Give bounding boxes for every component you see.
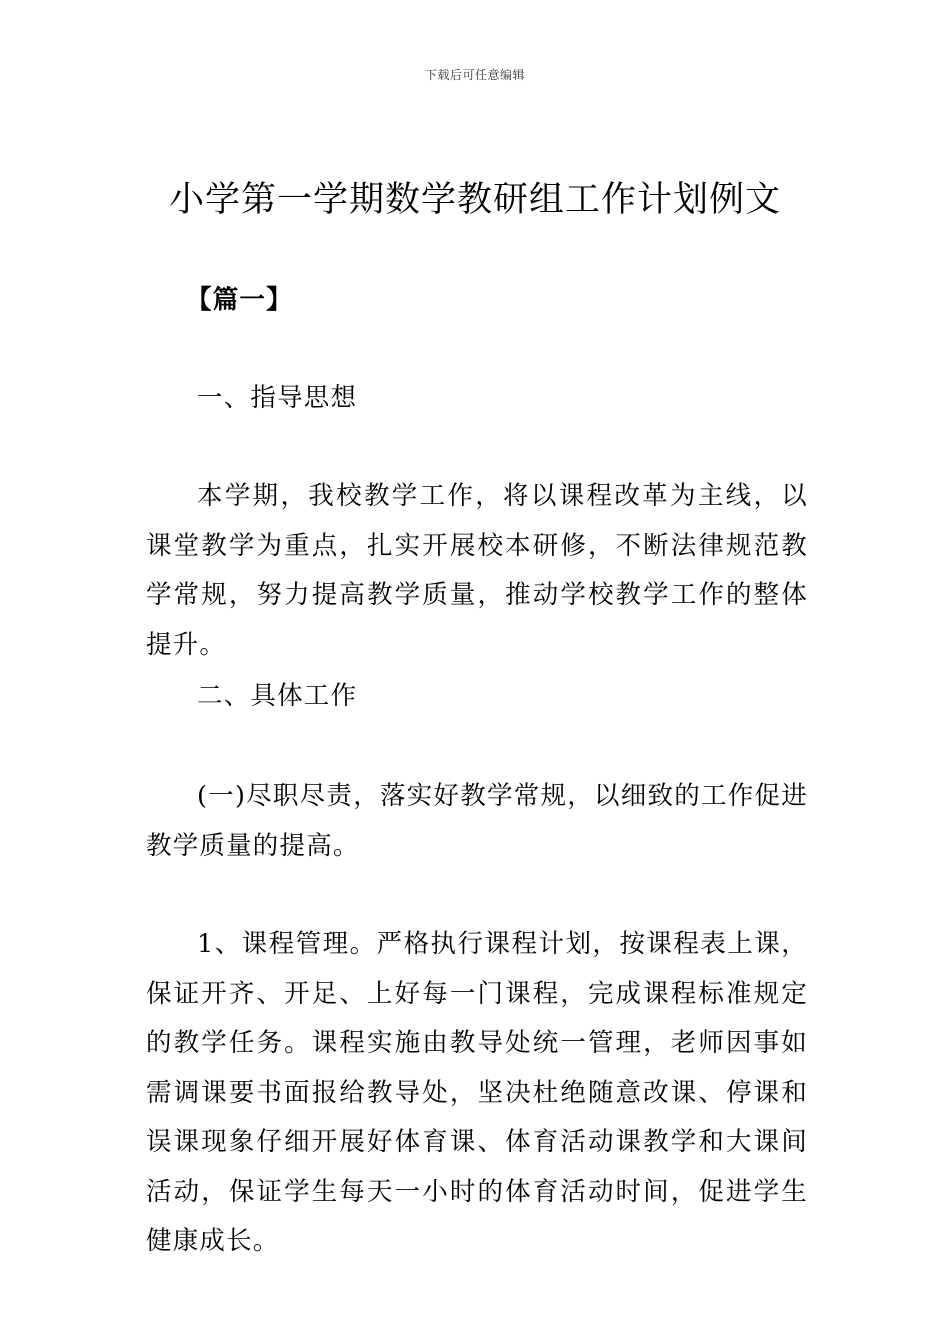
- section-heading-specific-work: 二、具体工作: [197, 681, 358, 711]
- paragraph-guiding-ideology: 本学期，我校教学工作，将以课程改革为主线，以课堂教学为重点，扎实开展校本研修，不断法律规范教学常规，努力提高教学质量，推动学校教学工作的整体提升。: [146, 481, 808, 660]
- document-title: 小学第一学期数学教研组工作计划例文: [168, 180, 781, 220]
- part-label: 【篇一】: [186, 285, 293, 315]
- header-note: 下载后可任意编辑: [424, 68, 525, 82]
- subheading-duty-routine: (一)尽职尽责，落实好教学常规，以细致的工作促进教学质量的提高。: [146, 781, 808, 861]
- section-heading-guiding-ideology: 一、指导思想: [197, 383, 358, 413]
- paragraph-curriculum-management: 1、课程管理。严格执行课程计划，按课程表上课，保证开齐、开足、上好每一门课程，完成课程标准规定的教学任务。课程实施由教导处统一管理，老师因事如需调课要书面报给教导处，坚决杜绝随意改课、停课和误课现象仔细开展好体育课、体育活动课教学和大课间活动，保证学生每天一小时的体育活动时间，促进学生健康成长。: [146, 929, 808, 1256]
